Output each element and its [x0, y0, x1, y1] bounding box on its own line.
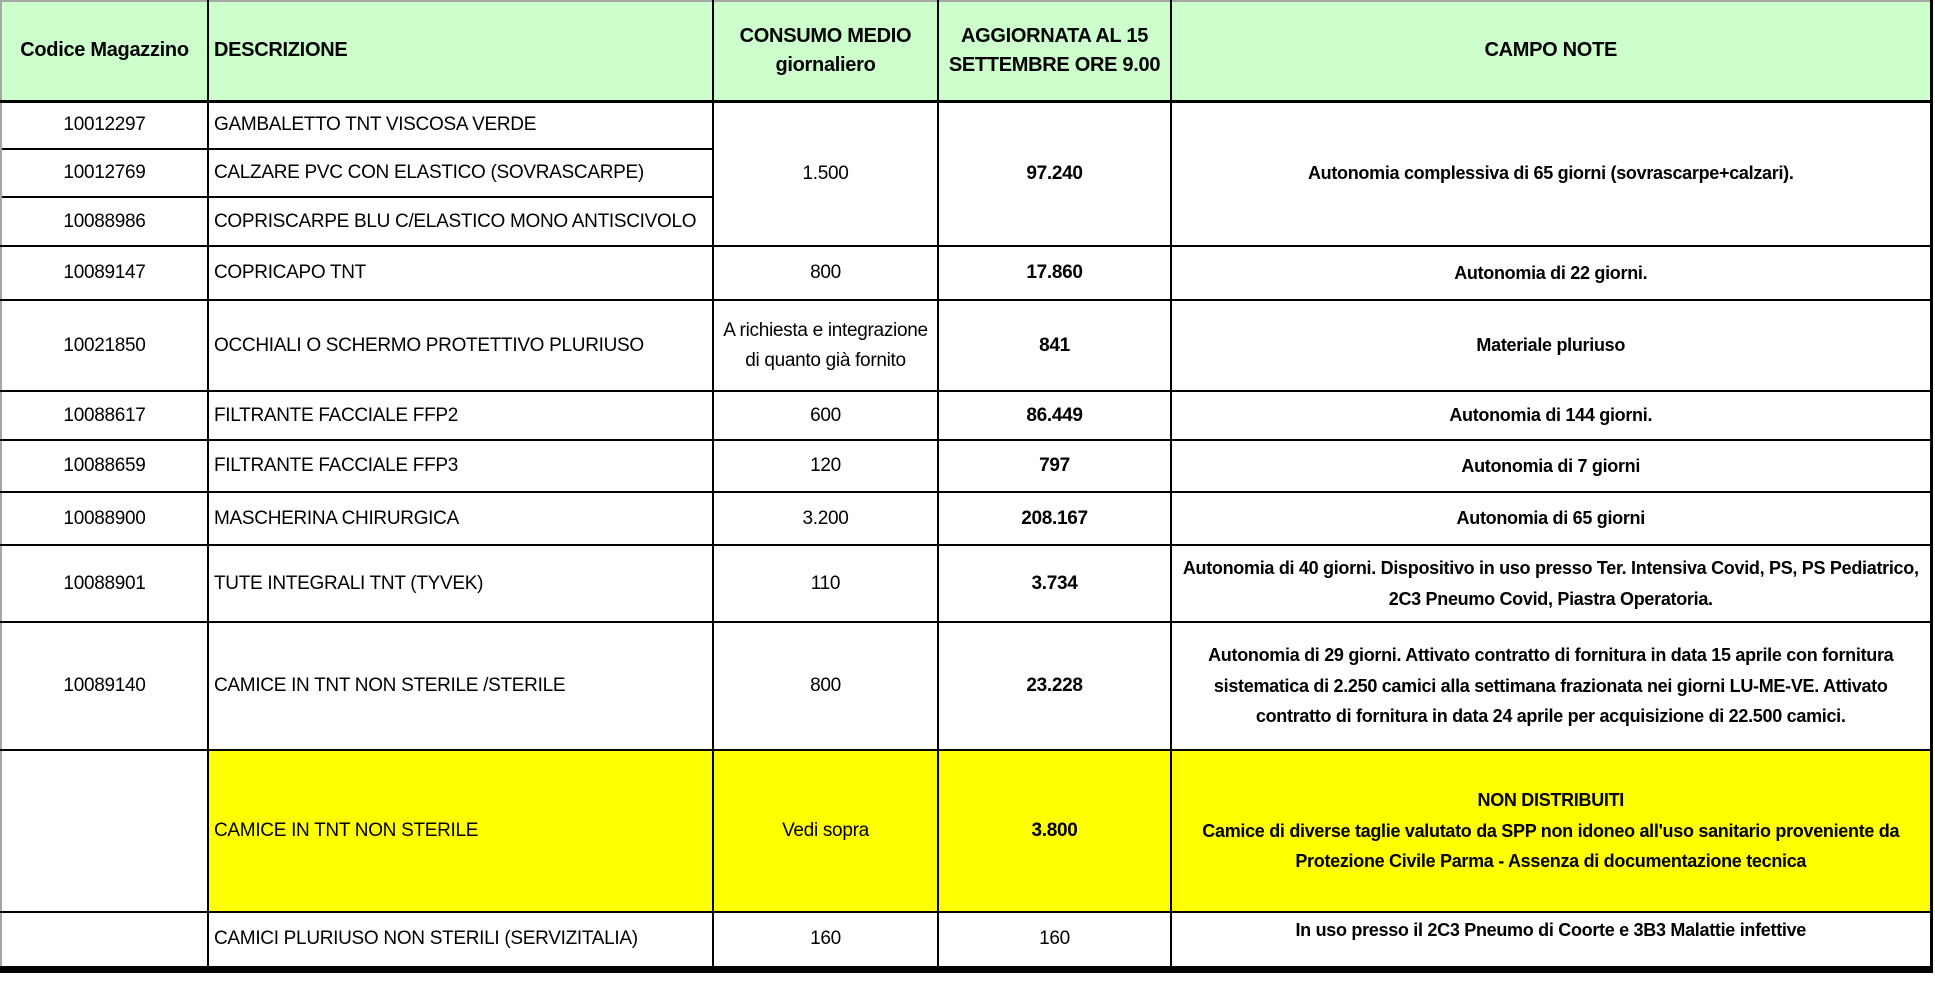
header-aggiornata — [938, 1, 1171, 101]
cell-aggiornata: 23.228 — [938, 622, 1171, 750]
cell-note: Materiale pluriuso — [1171, 300, 1931, 391]
table-row-highlighted — [1, 750, 1931, 912]
table-row — [1, 492, 1931, 545]
cell-descrizione: FILTRANTE FACCIALE FFP2 — [208, 391, 713, 440]
header-aggiornata-line2: SETTEMBRE ORE 9.00 — [948, 53, 1161, 76]
cell-codice: 10088900 — [1, 492, 208, 545]
cell-codice: 10088901 — [1, 545, 208, 622]
cell-consumo: Vedi sopra — [713, 750, 938, 912]
cell-note: Autonomia di 40 giorni. Dispositivo in uso presso Ter. Intensiva Covid, PS, PS Pediatrico, 2C3 Pneumo Covid, Piastra Operatoria. — [1171, 545, 1931, 622]
table-row — [1, 622, 1931, 750]
cell-note — [1171, 750, 1931, 912]
cell-consumo: 600 — [713, 391, 938, 440]
cell-descrizione: MASCHERINA CHIRURGICA — [208, 492, 713, 545]
cell-aggiornata: 160 — [938, 912, 1171, 969]
cell-descrizione: OCCHIALI O SCHERMO PROTETTIVO PLURIUSO — [208, 300, 713, 391]
cell-note: In uso presso il 2C3 Pneumo di Coorte e 3B3 Malattie infettive — [1171, 912, 1931, 969]
cell-codice: 10021850 — [1, 300, 208, 391]
header-aggiornata-line1: AGGIORNATA AL 15 — [960, 24, 1149, 47]
cell-aggiornata: 86.449 — [938, 391, 1171, 440]
cell-note: Autonomia di 65 giorni — [1171, 492, 1931, 545]
cell-aggiornata: 208.167 — [938, 492, 1171, 545]
table-row — [1, 391, 1931, 440]
cell-codice: 10088986 — [1, 197, 208, 246]
cell-codice: 10012297 — [1, 101, 208, 149]
cell-codice: 10012769 — [1, 149, 208, 197]
cell-descrizione: COPRISCARPE BLU C/ELASTICO MONO ANTISCIVOLO — [208, 197, 713, 246]
header-campo-note: CAMPO NOTE — [1171, 1, 1931, 101]
cell-descrizione: CALZARE PVC CON ELASTICO (SOVRASCARPE) — [208, 149, 713, 197]
header-consumo-line2: giornaliero — [775, 53, 876, 76]
table-row — [1, 440, 1931, 492]
cell-consumo: A richiesta e integrazione di quanto già fornito — [713, 300, 938, 391]
cell-consumo: 3.200 — [713, 492, 938, 545]
cell-codice — [1, 750, 208, 912]
cell-consumo: 800 — [713, 246, 938, 300]
cell-codice: 10089140 — [1, 622, 208, 750]
cell-descrizione: CAMICE IN TNT NON STERILE — [208, 750, 713, 912]
cell-note: Autonomia di 144 giorni. — [1171, 391, 1931, 440]
cell-note: Autonomia di 7 giorni — [1171, 440, 1931, 492]
cell-descrizione: FILTRANTE FACCIALE FFP3 — [208, 440, 713, 492]
cell-codice: 10089147 — [1, 246, 208, 300]
note-line1: NON DISTRIBUITI — [1477, 790, 1624, 811]
cell-note: Autonomia di 22 giorni. — [1171, 246, 1931, 300]
cell-consumo-merged: 1.500 — [713, 101, 938, 246]
header-consumo-line1: CONSUMO MEDIO — [739, 24, 912, 47]
cell-note: Autonomia di 29 giorni. Attivato contratto di fornitura in data 15 aprile con fornitura sistematica di 2.250 camici alla settimana frazionata nei giorni LU-ME-VE. Attivato contratto di fornitura in data 24 aprile per acquisizione di 22.500 camici. — [1171, 622, 1931, 750]
cell-codice: 10088617 — [1, 391, 208, 440]
table-row — [1, 246, 1931, 300]
cell-aggiornata: 3.800 — [938, 750, 1171, 912]
cell-aggiornata: 797 — [938, 440, 1171, 492]
cell-note-merged: Autonomia complessiva di 65 giorni (sovrascarpe+calzari). — [1171, 101, 1931, 246]
cell-aggiornata: 17.860 — [938, 246, 1171, 300]
header-consumo-medio — [713, 1, 938, 101]
cell-descrizione: TUTE INTEGRALI TNT (TYVEK) — [208, 545, 713, 622]
header-codice-magazzino: Codice Magazzino — [1, 1, 208, 101]
cell-consumo: 110 — [713, 545, 938, 622]
cell-codice — [1, 912, 208, 969]
note-line2: Camice di diverse taglie valutato da SPP non idoneo all'uso sanitario proveniente da Protezione Civile Parma - Assenza di documentazione tecnica — [1202, 820, 1900, 872]
table-row — [1, 912, 1931, 969]
cell-descrizione: CAMICE IN TNT NON STERILE /STERILE — [208, 622, 713, 750]
table-row — [1, 300, 1931, 391]
cell-codice: 10088659 — [1, 440, 208, 492]
cell-descrizione: CAMICI PLURIUSO NON STERILI (SERVIZITALIA) — [208, 912, 713, 969]
cell-aggiornata: 3.734 — [938, 545, 1171, 622]
table-row — [1, 101, 1931, 149]
cell-consumo: 120 — [713, 440, 938, 492]
cell-aggiornata-merged: 97.240 — [938, 101, 1171, 246]
cell-aggiornata: 841 — [938, 300, 1171, 391]
cell-consumo: 800 — [713, 622, 938, 750]
header-descrizione: DESCRIZIONE — [208, 1, 713, 101]
table-row — [1, 545, 1931, 622]
cell-consumo: 160 — [713, 912, 938, 969]
header-row — [1, 1, 1931, 101]
cell-descrizione: COPRICAPO TNT — [208, 246, 713, 300]
cell-descrizione: GAMBALETTO TNT VISCOSA VERDE — [208, 101, 713, 149]
